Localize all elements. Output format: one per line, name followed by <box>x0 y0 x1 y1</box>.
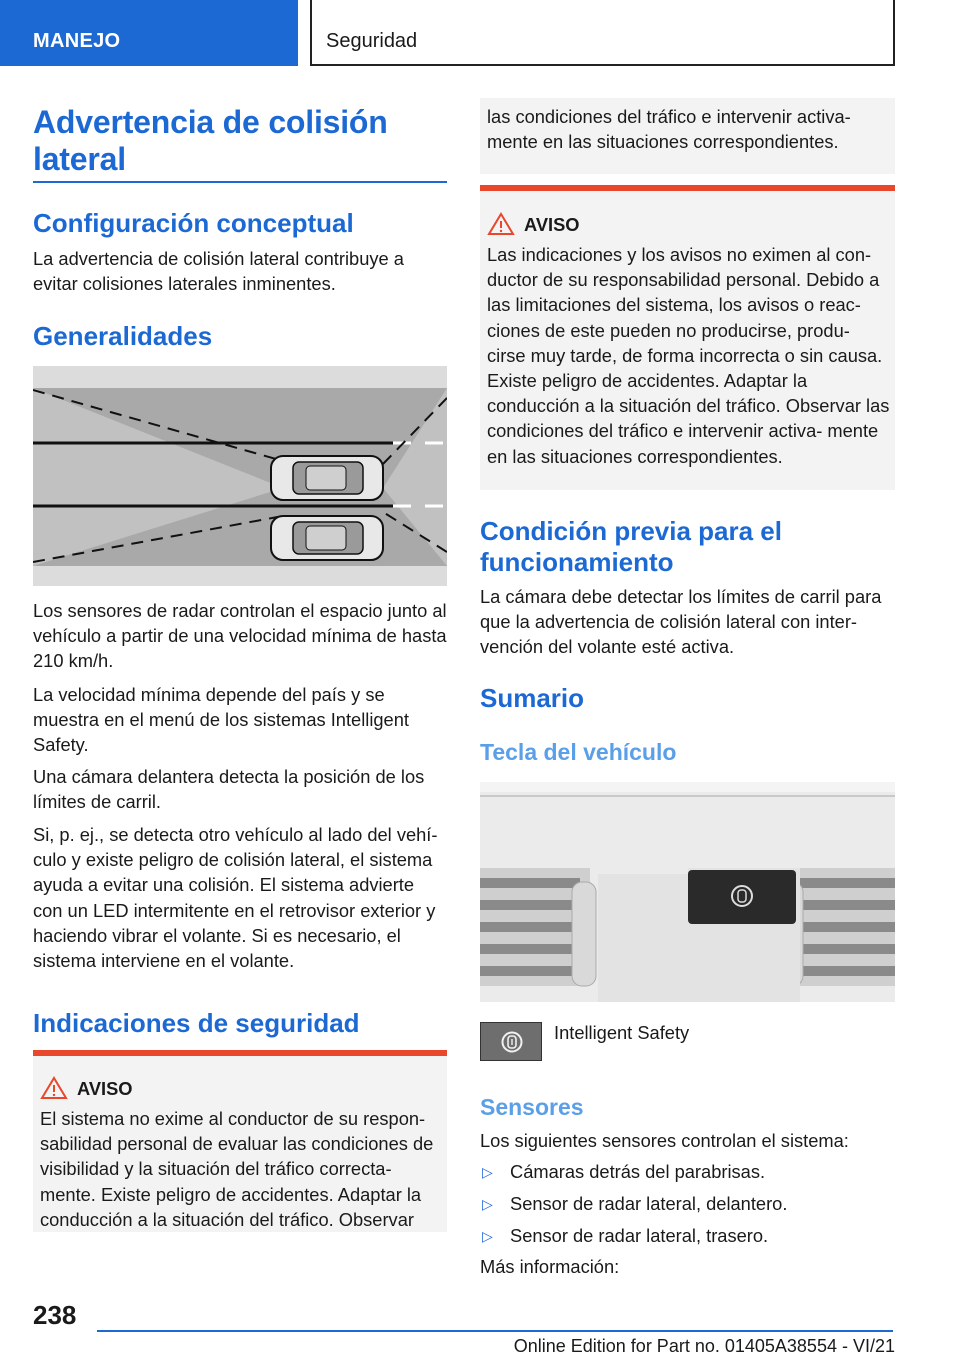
sensors-heading: Sensores <box>480 1094 584 1120</box>
paragraph-min-speed: La velocidad mínima depende del país y se muestra en el menú de los sistemas Intelligent Safety. <box>33 684 409 756</box>
vehicle-key-heading: Tecla del vehículo <box>480 739 677 765</box>
car-bottom <box>271 516 383 560</box>
page-number: 238 <box>33 1300 77 1330</box>
sensors-intro: Los siguientes sensores controlan el sistema: <box>480 1130 849 1151</box>
concept-text: La advertencia de colisión lateral contribuye a evitar colisiones laterales inminentes. <box>33 248 404 295</box>
button-label: Intelligent Safety <box>554 1022 690 1043</box>
warning-text-2: Las indicaciones y los avisos no eximen al con- ductor de su responsabilidad personal. Debido a las limitaciones del sistema, los avisos o reac- ciones de este pueden no producirse, produ- cirse muy tarde, de forma incorrecta o sin causa. Existe peligro de accidentes. Adaptar la conducción a la situación del tráfico. Observar las condiciones del tráfico e intervenir activa- mente en las situaciones correspondientes. <box>487 244 890 467</box>
precondition-heading: Condición previa para el funcionamiento <box>480 516 782 577</box>
warning-triangle-icon <box>40 1076 68 1100</box>
road-diagram-svg <box>33 366 447 586</box>
warning-title-1: AVISO <box>77 1078 133 1099</box>
intelligent-safety-icon <box>500 1031 524 1053</box>
car-top <box>271 456 383 500</box>
bullet-triangle-icon: ▷ <box>482 1164 493 1180</box>
dashboard-svg <box>480 782 895 1002</box>
list-item: ▷ Sensor de radar lateral, delantero. <box>480 1188 895 1220</box>
concept-heading: Configuración conceptual <box>33 208 354 238</box>
vehicle-button-photo <box>480 782 895 1002</box>
bullet-triangle-icon: ▷ <box>482 1228 493 1244</box>
warning-triangle-icon <box>487 212 515 236</box>
footer-rule <box>97 1330 893 1332</box>
sensor-list <box>480 1156 895 1252</box>
paragraph-camera: Una cámara delantera detecta la posición de los límites de carril. <box>33 766 425 813</box>
general-heading: Generalidades <box>33 321 213 351</box>
list-item: ▷ Cámaras detrás del parabrisas. <box>480 1156 895 1188</box>
paragraph-intervention: Si, p. ej., se detecta otro vehículo al lado del vehí- culo y existe peligro de colisión lateral, el sistema ayuda a evitar una colisión. El sistema advierte con un LED intermitente en el retrovisor exterior y haciendo vibrar el volante. Si es necesario, el sistema interviene en el volante. <box>33 824 438 972</box>
safety-heading: Indicaciones de seguridad <box>33 1008 360 1038</box>
precondition-text: La cámara debe detectar los límites de carril para que la advertencia de colisión lateral con inter- vención del volante esté activa. <box>480 586 882 658</box>
chapter-box <box>310 0 895 66</box>
warning-text-1: El sistema no exime al conductor de su respon- sabilidad personal de evaluar las condiciones de visibilidad y la situación del tráfico correcta- mente. Existe peligro de accidentes. Adaptar la conducción a la situación del tráfico. Observar <box>40 1108 434 1230</box>
warning-title-2: AVISO <box>524 214 580 235</box>
page-header <box>0 0 960 66</box>
road-illustration <box>33 366 447 586</box>
left-vent <box>480 868 596 986</box>
summary-heading: Sumario <box>480 683 585 713</box>
section-label: MANEJO <box>33 30 121 52</box>
more-info: Más información: <box>480 1256 620 1277</box>
list-item: ▷ Sensor de radar lateral, trasero. <box>480 1220 895 1252</box>
chapter-label: Seguridad <box>326 30 418 52</box>
intelligent-safety-button <box>480 1022 542 1061</box>
paragraph-radar: Los sensores de radar controlan el espacio junto al vehículo a partir de una velocidad mínima de hasta 210 km/h. <box>33 600 447 672</box>
title-rule <box>33 181 447 183</box>
bullet-triangle-icon: ▷ <box>482 1196 493 1212</box>
footer-edition: Online Edition for Part no. 01405A38554 - VI/21 <box>513 1336 895 1356</box>
section-tab <box>0 0 298 66</box>
page-title: Advertencia de colisión lateral <box>33 104 388 177</box>
warning-text-1-continued: las condiciones del tráfico e intervenir activa- mente en las situaciones correspondientes. <box>487 106 851 153</box>
